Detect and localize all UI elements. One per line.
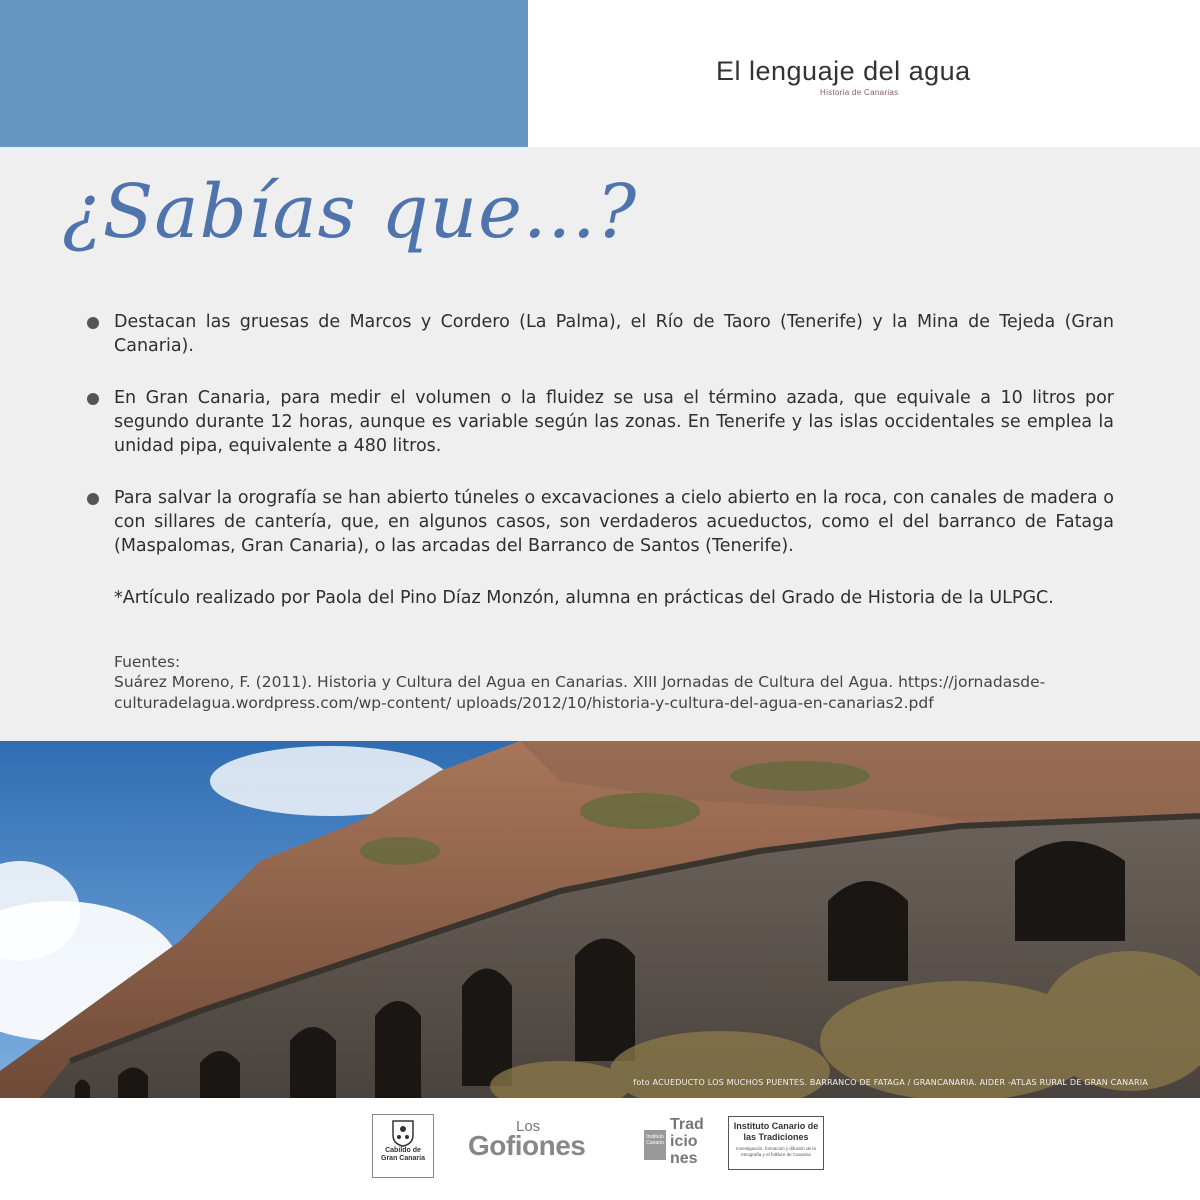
cabildo-line-2: Gran Canaria [381, 1155, 425, 1162]
aqueduct-photo [0, 741, 1200, 1098]
bullet-dot-icon [87, 393, 99, 405]
gofiones-logo [468, 1118, 618, 1168]
list-item-text: Destacan las gruesas de Marcos y Cordero (La Palma), el Río de Taoro (Tenerife) y la Mina de Tejeda (Gran Canaria). [114, 312, 1114, 356]
sources-label: Fuentes: [114, 653, 181, 671]
photo-caption: foto ACUEDUCTO LOS MUCHOS PUENTES. BARRANCO DE FATAGA / GRANCANARIA. AIDER -ATLAS RURAL DE GRAN CANARIA [633, 1078, 1148, 1087]
sources-text: Suárez Moreno, F. (2011). Historia y Cultura del Agua en Canarias. XIII Jornadas de Cultura del Agua. https://jornadasde-culturadelagua.wordpress.com/wp-content/ uploads/2012/10/historia-y-cultura-del-agua-en-canarias2.pdf [114, 673, 1046, 712]
tradiciones-words [670, 1116, 704, 1167]
page-subtitle: Historia de Canarias [820, 88, 899, 97]
cabildo-logo [372, 1114, 434, 1178]
bullet-dot-icon [87, 317, 99, 329]
list-item [84, 486, 1114, 558]
headline: ¿Sabías que...? [62, 169, 638, 255]
list-item [84, 310, 1114, 358]
cabildo-line-1: Cabildo de [385, 1147, 421, 1154]
tradiciones-line-1: Trad [670, 1116, 704, 1133]
tradiciones-line-2: icio [670, 1133, 698, 1150]
gofiones-small-text: Los [516, 1118, 541, 1135]
header-color-block [0, 0, 528, 147]
shield-icon [392, 1119, 414, 1147]
list-item [84, 386, 1114, 458]
instituto-name: Instituto Canario de las Tradiciones [733, 1121, 819, 1142]
author-note: *Artículo realizado por Paola del Pino Díaz Monzón, alumna en prácticas del Grado de Historia de la ULPGC. [114, 588, 1054, 608]
instituto-logo [728, 1116, 824, 1170]
list-item-text: En Gran Canaria, para medir el volumen o la fluidez se usa el término azada, que equivale a 10 litros por segundo durante 12 horas, aunque es variable según las zonas. En Tenerife y las islas occidentales se emplea la unidad pipa, equivalente a 480 litros. [114, 388, 1114, 456]
gofiones-big-text: Gofiones [468, 1130, 586, 1161]
bullet-dot-icon [87, 493, 99, 505]
list-item-text: Para salvar la orografía se han abierto túneles o excavaciones a cielo abierto en la roca, con canales de madera o con sillares de cantería, que, en algunos casos, son verdaderos acueductos, como el del barranco de Fataga (Maspalomas, Gran Canaria), o las arcadas del Barranco de Santos (Tenerife). [114, 488, 1114, 556]
fact-list [84, 310, 1114, 586]
instituto-desc: Investigación, formación y difusión de la etnografía y el folklore de Canarias [736, 1146, 816, 1157]
tradiciones-logo [644, 1116, 718, 1170]
tradiciones-line-3: nes [670, 1150, 698, 1167]
tradiciones-badge: Instituto Canario [644, 1130, 666, 1160]
content-panel [0, 147, 1200, 741]
aqueduct-illustration [0, 741, 1200, 1098]
logo-bar [0, 1098, 1200, 1200]
page-title: El lenguaje del agua [716, 56, 971, 86]
